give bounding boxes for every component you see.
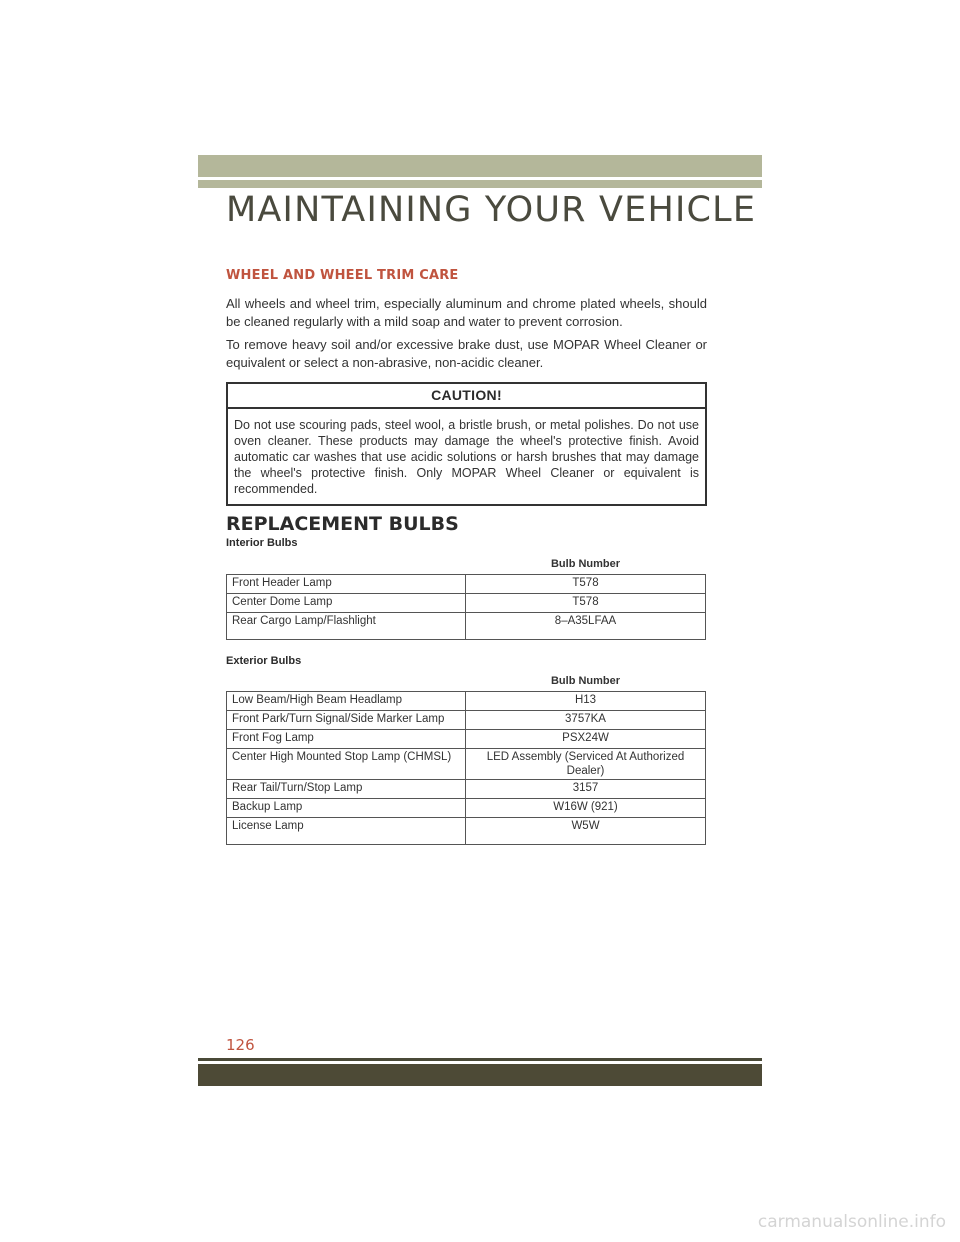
bulb-number: 8–A35LFAA [466,613,706,640]
bulb-number: LED Assembly (Serviced At Authorized Dealer) [466,749,706,780]
bulb-number: 3757KA [466,711,706,730]
bulb-number: PSX24W [466,730,706,749]
wheel-care-paragraph-1: All wheels and wheel trim, especially aluminum and chrome plated wheels, should be cleaned regularly with a mild soap and water to prevent corrosion. [226,296,707,329]
caution-title: CAUTION! [228,384,705,409]
bulb-location: Backup Lamp [227,799,466,818]
table-row [227,594,706,613]
bulb-location: Center Dome Lamp [227,594,466,613]
interior-bulbs-title: Interior Bulbs [226,537,298,549]
caution-box [226,382,707,506]
bulb-number: H13 [466,692,706,711]
column-header: Bulb Number [550,675,621,687]
bulb-location: Front Header Lamp [227,575,466,594]
watermark: carmanualsonline.info [757,1212,946,1232]
bulb-location: Front Fog Lamp [227,730,466,749]
table-row [227,613,706,640]
bulb-number: T578 [466,594,706,613]
column-header: Bulb Number [550,558,621,570]
table-row [227,730,706,749]
wheel-care-heading: WHEEL AND WHEEL TRIM CARE [226,268,459,283]
bulb-location: Rear Tail/Turn/Stop Lamp [227,780,466,799]
bulb-number: T578 [466,575,706,594]
table-row [227,575,706,594]
header-band [198,155,762,177]
table-header-row [227,673,706,692]
interior-bulbs-table [226,556,706,640]
bulb-location: Front Park/Turn Signal/Side Marker Lamp [227,711,466,730]
bulb-location: Low Beam/High Beam Headlamp [227,692,466,711]
replacement-bulbs-heading: REPLACEMENT BULBS [226,513,459,535]
bulb-location: Rear Cargo Lamp/Flashlight [227,613,466,640]
exterior-bulbs-table [226,673,706,845]
table-row [227,711,706,730]
caution-text: Do not use scouring pads, steel wool, a bristle brush, or metal polishes. Do not use oven cleaner. These products may damage the wheel's protective finish. Avoid automatic car washes that use acidic solutions or harsh brushes that may damage the wheel's protective finish. Only MOPAR Wheel Cleaner or equivalent is recommended. [234,418,699,496]
bulb-number: W16W (921) [466,799,706,818]
header-band-line [198,180,762,188]
table-row [227,818,706,845]
table-row [227,692,706,711]
bulb-location: License Lamp [227,818,466,845]
bulb-number: W5W [466,818,706,845]
bulb-number: 3157 [466,780,706,799]
footer-line [198,1058,762,1061]
table-row [227,749,706,780]
table-row [227,780,706,799]
table-row [227,799,706,818]
bulb-location: Center High Mounted Stop Lamp (CHMSL) [227,749,466,780]
exterior-bulbs-title: Exterior Bulbs [226,655,302,667]
chapter-title: MAINTAINING YOUR VEHICLE [226,190,757,230]
wheel-care-paragraph-2: To remove heavy soil and/or excessive brake dust, use MOPAR Wheel Cleaner or equivalent or select a non-abrasive, non-acidic cleaner. [226,337,707,370]
footer-band [198,1064,762,1086]
table-header-row [227,556,706,575]
page-number: 126 [226,1036,255,1054]
